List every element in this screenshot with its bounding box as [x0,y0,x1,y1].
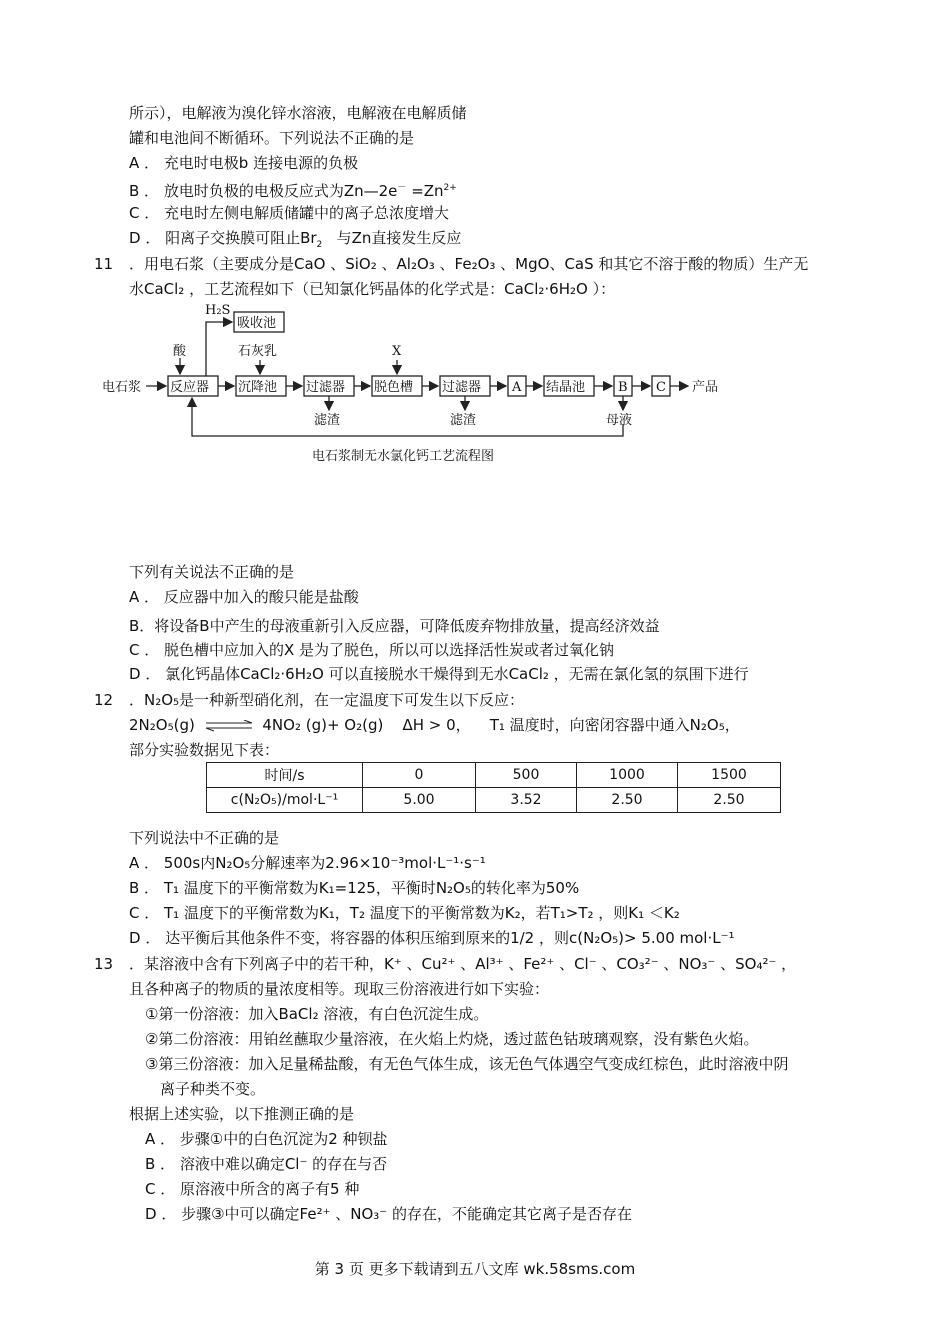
experiment-data-table [206,762,781,813]
start-label: 电石浆 [102,380,142,395]
q11-line1: ．用电石浆（主要成分是CaO 、SiO₂ 、Al₂O₃ 、Fe₂O₃ 、MgO、CaS 和其它不溶于酸的物质）生产无 [129,255,809,273]
table-cell: 500 [476,763,577,788]
crystal-label: 结晶池 [546,380,586,395]
table-cell: 1500 [678,763,781,788]
q11-option-b: B．将设备B中产生的母液重新引入反应器，可降低废弃物排放量，提高经济效益 [129,617,660,635]
filter1-label: 过滤器 [306,380,346,395]
h2s-label: H₂S [205,303,231,318]
q12-number: 12 [94,691,114,709]
q13-option-b: B ． 溶液中难以确定Cl⁻ 的存在与否 [145,1155,388,1173]
q11-option-d: D ． 氯化钙晶体CaCl₂·6H₂O 可以直接脱水干燥得到无水CaCl₂ ，无需在氯化氢的氛围下进行 [129,665,749,683]
table-cell: 3.52 [476,788,577,813]
decolor-label: 脱色槽 [374,380,414,395]
reactor-label: 反应器 [170,380,210,395]
table-cell: 时间/s [207,763,363,788]
q12-stem: 下列说法中不正确的是 [129,829,280,847]
a-label: A [512,380,522,395]
q10-option-a: A ． 充电时电极b 连接电源的负极 [129,154,359,172]
q11-stem: 下列有关说法不正确的是 [129,563,295,581]
q11-option-c: C ． 脱色槽中应加入的X 是为了脱色，所以可以选择活性炭或者过氧化钠 [129,641,615,659]
lime-label: 石灰乳 [238,344,278,359]
mother-liquor-label: 母液 [606,413,633,428]
equilibrium-arrow [204,720,254,732]
table-cell: c(N₂O₅)/mol·L⁻¹ [207,788,363,813]
q11-line2: 水CaCl₂ ，工艺流程如下（已知氯化钙晶体的化学式是：CaCl₂·6H₂O ）： [129,280,616,298]
q13-option-a: A ． 步骤①中的白色沉淀为2 种钡盐 [145,1130,388,1148]
settle-label: 沉降池 [238,380,278,395]
page-footer: 第 3 页 更多下载请到五八文库 wk.58sms.com [314,1260,636,1278]
c-label: C [656,380,666,395]
q13-stem: 根据上述实验，以下推测正确的是 [129,1105,355,1123]
q10-option-b: B ． 放电时负极的电极反应式为Zn—2e－ $=Zn^{2+}$ [129,182,457,200]
table-cell: 0 [363,763,476,788]
q13-option-d: D ． 步骤③中可以确定Fe²⁺ 、NO₃⁻ 的存在，不能确定其它离子是否存在 [145,1205,632,1223]
flow-caption: 电石浆制无水氯化钙工艺流程图 [312,449,495,464]
process-flow-diagram [100,302,730,472]
q10-option-c: C ． 充电时左侧电解质储罐中的离子总浓度增大 [129,204,450,222]
q11-option-a: A ． 反应器中加入的酸只能是盐酸 [129,588,359,606]
q12-equation: 2N₂O₅(g) 4NO₂ (g)+ O₂(g) ΔH > 0， T₁ 温度时，向密闭容器中通入N₂O₅， [129,716,740,734]
table-row [207,788,781,813]
q13-experiment-3a: ③第三份溶液：加入足量稀盐酸，有无色气体生成，该无色气体遇空气变成红棕色，此时溶液中阴 [145,1055,789,1073]
q10-line2: 罐和电池间不断循环。下列说法不正确的是 [129,129,415,147]
q13-number: 13 [94,955,114,973]
q12-option-b: B ． T₁ 温度下的平衡常数为K₁=125，平衡时N₂O₅的转化率为50% [129,879,580,897]
acid-label: 酸 [173,344,187,359]
q10-line1: 所示），电解液为溴化锌水溶液，电解液在电解质储 [129,104,467,122]
table-cell: 2.50 [678,788,781,813]
residue2-label: 滤渣 [450,413,477,428]
table-cell: 5.00 [363,788,476,813]
q13-experiment-2: ②第二份溶液：用铂丝蘸取少量溶液，在火焰上灼烧，透过蓝色钴玻璃观察，没有紫色火焰。 [145,1030,759,1048]
table-cell: 2.50 [577,788,678,813]
table-cell: 1000 [577,763,678,788]
q12-option-a: A ． 500s内N₂O₅分解速率为2.96×10⁻³mol·L⁻¹·s⁻¹ [129,854,486,872]
q13-experiment-1: ①第一份溶液：加入BaCl₂ 溶液，有白色沉淀生成。 [145,1005,489,1023]
x-label: X [392,344,402,359]
q13-experiment-3b: 离子种类不变。 [160,1080,266,1098]
product-label: 产品 [692,380,719,395]
table-row [207,763,781,788]
b-label: B [618,380,628,395]
q12-option-d: D ． 达平衡后其他条件不变，将容器的体积压缩到原来的1/2 ，则c(N₂O₅)> 5.00 mol·L⁻¹ [129,929,735,947]
q12-line3: 部分实验数据见下表： [129,741,280,759]
q13-line2: 且各种离子的物质的量浓度相等。现取三份溶液进行如下实验： [129,980,550,998]
residue1-label: 滤渣 [314,413,341,428]
q13-line1: ．某溶液中含有下列离子中的若干种，K⁺ 、Cu²⁺ 、Al³⁺ 、Fe²⁺ 、Cl⁻ 、CO₃²⁻ 、NO₃⁻ 、SO₄²⁻ ， [129,955,797,973]
q13-option-c: C ． 原溶液中所含的离子有5 种 [145,1180,360,1198]
q11-number: 11 [94,255,114,273]
absorb-label: 吸收池 [237,316,277,331]
q10-option-d: D ． 阳离子交换膜可阻止$Br_2$ 与Zn直接发生反应 [129,229,462,250]
filter2-label: 过滤器 [442,380,482,395]
q12-option-c: C ． T₁ 温度下的平衡常数为K₁，T₂ 温度下的平衡常数为K₂，若T₁>T₂ ，则K₁ ＜K₂ [129,904,680,922]
q12-line1: ．N₂O₅是一种新型硝化剂，在一定温度下可发生以下反应： [129,691,525,709]
